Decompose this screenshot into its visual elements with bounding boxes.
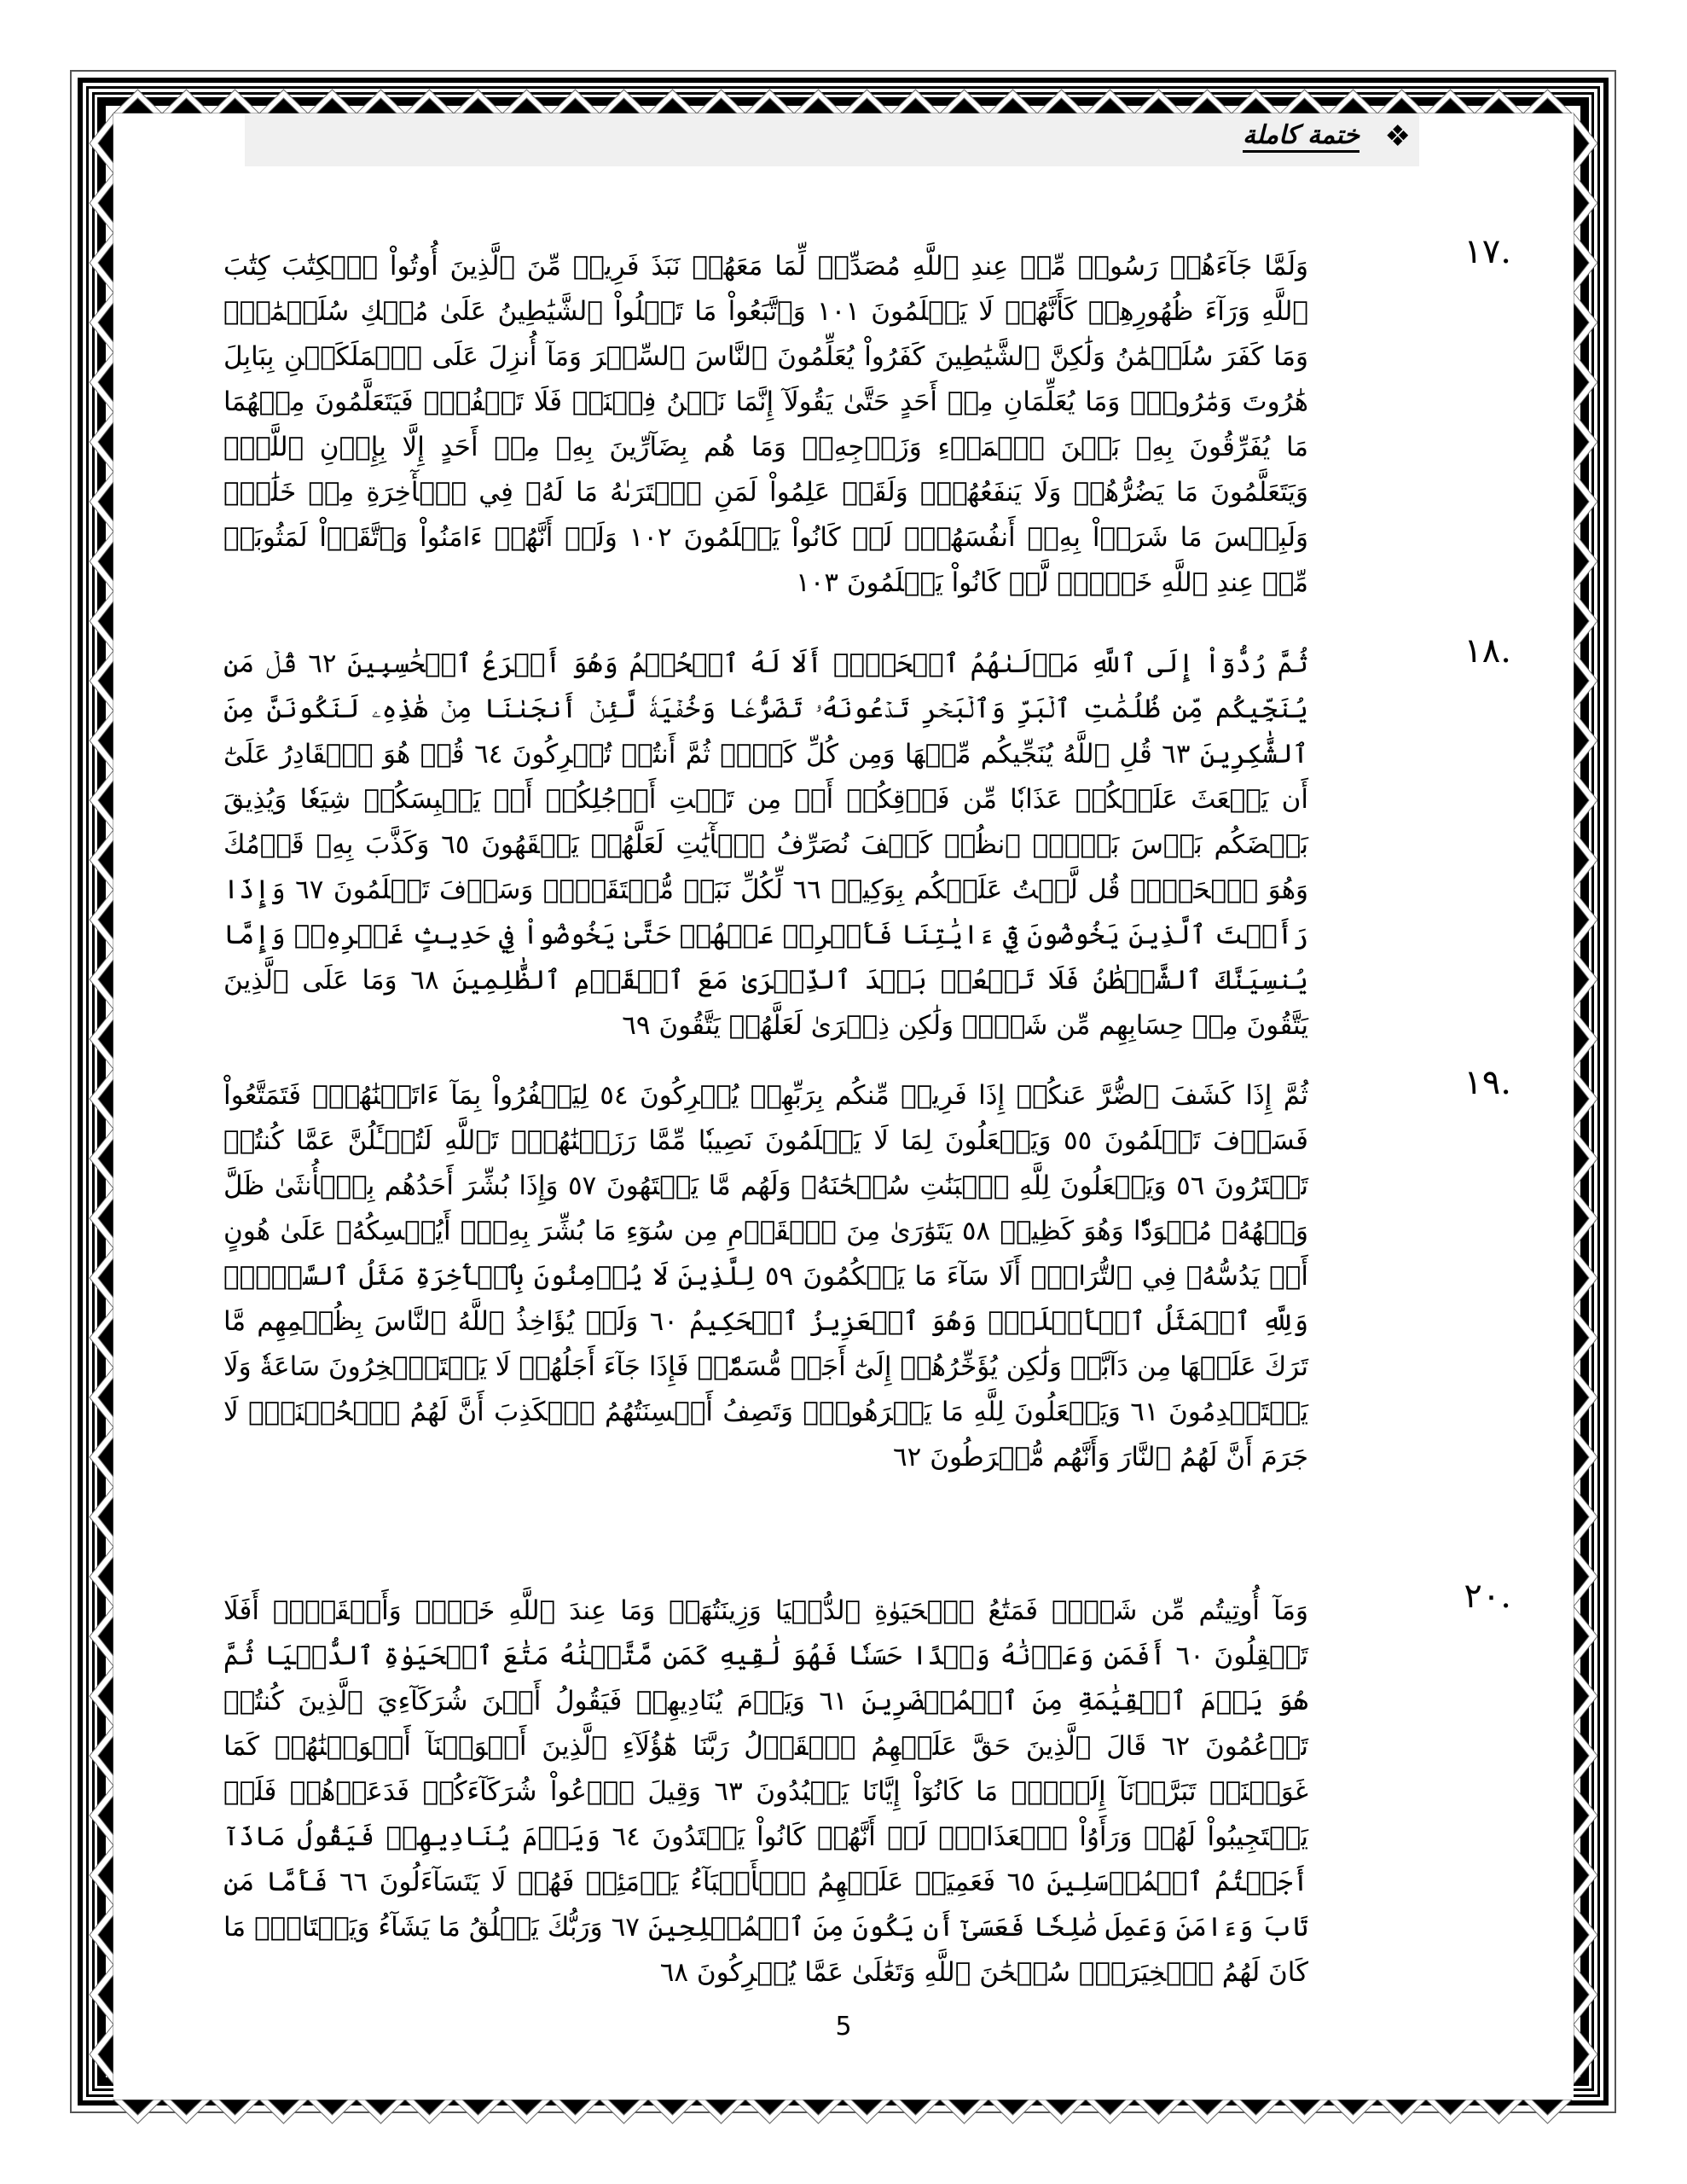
four-diamond-icon: ❖ [1384,119,1411,154]
header-title: ختمة كاملة [1243,120,1359,150]
verse-number: .١٧ [1464,232,1511,271]
page-number: 5 [835,2012,852,2042]
verse-text: وَمَآ أُوتِيتُم مِّن شَيۡءٖ فَمَتَٰعُ ٱلۡحَيَوٰةِ ٱلدُّنۡيَا وَزِينَتُهَاۚ وَمَا عِندَ ٱللَّهِ خَيۡرٞ وَأَبۡقَىٰٓۚ أَفَلَا تَعۡقِلُونَ ٦٠ أَفَمَن وَعَدۡنَٰهُ وَعۡدًا حَسَنٗا فَهُوَ لَٰقِيهِ كَمَن مَّتَّعۡنَٰهُ مَتَٰعَ ٱلۡحَيَوٰةِ ٱلدُّنۡيَا ثُمَّ هُوَ يَوۡمَ ٱلۡقِيَٰمَةِ مِنَ ٱلۡمُحۡضَرِينَ ٦١ وَيَوۡمَ يُنَادِيهِمۡ فَيَقُولُ أَيۡنَ شُرَكَآءِيَ ٱلَّذِينَ كُنتُمۡ تَزۡعُمُونَ ٦٢ قَالَ ٱلَّذِينَ حَقَّ عَلَيۡهِمُ ٱلۡقَوۡلُ رَبَّنَا هَٰٓؤُلَآءِ ٱلَّذِينَ أَغۡوَيۡنَآ أَغۡوَيۡنَٰهُمۡ كَمَا غَوَيۡنَاۖ تَبَرَّأۡنَآ إِلَيۡكَۖ مَا كَانُوٓاْ إِيَّانَا يَعۡبُدُونَ ٦٣ وَقِيلَ ٱدۡعُواْ شُرَكَآءَكُمۡ فَدَعَوۡهُمۡ فَلَمۡ يَسۡتَجِيبُواْ لَهُمۡ وَرَأَوُاْ ٱلۡعَذَابَۚ لَوۡ أَنَّهُمۡ كَانُواْ يَهۡتَدُونَ ٦٤ وَيَوۡمَ يُنَادِيهِمۡ فَيَقُولُ مَاذَآ أَجَبۡتُمُ ٱلۡمُرۡسَلِينَ ٦٥ فَعَمِيَتۡ عَلَيۡهِمُ ٱلۡأَنۢبَآءُ يَوۡمَئِذٖ فَهُمۡ لَا يَتَسَآءَلُونَ ٦٦ فَأَمَّا مَن تَابَ وَءَامَنَ وَعَمِلَ صَٰلِحٗا فَعَسَىٰٓ أَن يَكُونَ مِنَ ٱلۡمُفۡلِحِينَ ٦٧ وَرَبُّكَ يَخۡلُقُ مَا يَشَآءُ وَيَخۡتَارُۗ مَا كَانَ لَهُمُ ٱلۡخِيَرَةُۚ سُبۡحَٰنَ ٱللَّهِ وَتَعَٰلَىٰ عَمَّا يُشۡرِكُونَ ٦٨ [223,1595,1309,1988]
verse-number: .٢٠ [1464,1577,1511,1616]
verse-text: ثُمَّ إِذَا كَشَفَ ٱلضُّرَّ عَنكُمۡ إِذَا فَرِيقٞ مِّنكُم بِرَبِّهِمۡ يُشۡرِكُونَ ٥٤ لِيَكۡفُرُواْ بِمَآ ءَاتَيۡنَٰهُمۡۚ فَتَمَتَّعُواْ فَسَوۡفَ تَعۡلَمُونَ ٥٥ وَيَجۡعَلُونَ لِمَا لَا يَعۡلَمُونَ نَصِيبٗا مِّمَّا رَزَقۡنَٰهُمۡۗ تَٱللَّهِ لَتُسۡـَٔلُنَّ عَمَّا كُنتُمۡ تَفۡتَرُونَ ٥٦ وَيَجۡعَلُونَ لِلَّهِ ٱلۡبَنَٰتِ سُبۡحَٰنَهُۥ وَلَهُم مَّا يَشۡتَهُونَ ٥٧ وَإِذَا بُشِّرَ أَحَدُهُم بِٱلۡأُنثَىٰ ظَلَّ وَجۡهُهُۥ مُسۡوَدّٗا وَهُوَ كَظِيمٞ ٥٨ يَتَوَٰرَىٰ مِنَ ٱلۡقَوۡمِ مِن سُوٓءِ مَا بُشِّرَ بِهِۦٓۚ أَيُمۡسِكُهُۥ عَلَىٰ هُونٍ أَمۡ يَدُسُّهُۥ فِي ٱلتُّرَابِۗ أَلَا سَآءَ مَا يَحۡكُمُونَ ٥٩ لِلَّذِينَ لَا يُؤۡمِنُونَ بِٱلۡأٓخِرَةِ مَثَلُ ٱلسَّوۡءِۖ وَلِلَّهِ ٱلۡمَثَلُ ٱلۡأَعۡلَىٰۚ وَهُوَ ٱلۡعَزِيزُ ٱلۡحَكِيمُ ٦٠ وَلَوۡ يُؤَاخِذُ ٱللَّهُ ٱلنَّاسَ بِظُلۡمِهِم مَّا تَرَكَ عَلَيۡهَا مِن دَآبَّةٖ وَلَٰكِن يُؤَخِّرُهُمۡ إِلَىٰٓ أَجَلٖ مُّسَمّٗىۖ فَإِذَا جَآءَ أَجَلُهُمۡ لَا يَسۡتَـٔۡخِرُونَ سَاعَةٗ وَلَا يَسۡتَقۡدِمُونَ ٦١ وَيَجۡعَلُونَ لِلَّهِ مَا يَكۡرَهُونَۚ وَتَصِفُ أَلۡسِنَتُهُمُ ٱلۡكَذِبَ أَنَّ لَهُمُ ٱلۡحُسۡنَىٰۚ لَا جَرَمَ أَنَّ لَهُمُ ٱلنَّارَ وَأَنَّهُم مُّفۡرَطُونَ ٦٢ [223,1080,1309,1472]
verse-number: .١٩ [1464,1063,1511,1102]
verse-text: ثُمَّ رُدُّوٓاْ إِلَى ٱللَّهِ مَوۡلَىٰهُمُ ٱلۡحَقِّۚ أَلَا لَهُ ٱلۡحُكۡمُ وَهُوَ أَسۡرَعُ ٱلۡحَٰسِبِينَ ٦٢ قُلۡ مَن يُنَجِّيكُم مِّن ظُلُمَٰتِ ٱلۡبَرِّ وَٱلۡبَحۡرِ تَدۡعُونَهُۥ تَضَرُّعٗا وَخُفۡيَةٗ لَّئِنۡ أَنجَىٰنَا مِنۡ هَٰذِهِۦ لَنَكُونَنَّ مِنَ ٱلشَّٰكِرِينَ ٦٣ قُلِ ٱللَّهُ يُنَجِّيكُم مِّنۡهَا وَمِن كُلِّ كَرۡبٖ ثُمَّ أَنتُمۡ تُشۡرِكُونَ ٦٤ قُلۡ هُوَ ٱلۡقَادِرُ عَلَىٰٓ أَن يَبۡعَثَ عَلَيۡكُمۡ عَذَابٗا مِّن فَوۡقِكُمۡ أَوۡ مِن تَحۡتِ أَرۡجُلِكُمۡ أَوۡ يَلۡبِسَكُمۡ شِيَعٗا وَيُذِيقَ بَعۡضَكُم بَأۡسَ بَعۡضٍۗ ٱنظُرۡ كَيۡفَ نُصَرِّفُ ٱلۡأٓيَٰتِ لَعَلَّهُمۡ يَفۡقَهُونَ ٦٥ وَكَذَّبَ بِهِۦ قَوۡمُكَ وَهُوَ ٱلۡحَقُّۚ قُل لَّسۡتُ عَلَيۡكُم بِوَكِيلٖ ٦٦ لِّكُلِّ نَبَإٖ مُّسۡتَقَرّٞۚ وَسَوۡفَ تَعۡلَمُونَ ٦٧ وَإِذَا رَأَيۡتَ ٱلَّذِينَ يَخُوضُونَ فِيٓ ءَايَٰتِنَا فَأَعۡرِضۡ عَنۡهُمۡ حَتَّىٰ يَخُوضُواْ فِي حَدِيثٍ غَيۡرِهِۦۚ وَإِمَّا يُنسِيَنَّكَ ٱلشَّيۡطَٰنُ فَلَا تَقۡعُدۡ بَعۡدَ ٱلذِّكۡرَىٰ مَعَ ٱلۡقَوۡمِ ٱلظَّٰلِمِينَ ٦٨ وَمَا عَلَى ٱلَّذِينَ يَتَّقُونَ مِنۡ حِسَابِهِم مِّن شَيۡءٖ وَلَٰكِن ذِكۡرَىٰ لَعَلَّهُمۡ يَتَّقُونَ ٦٩ [223,648,1309,1041]
verse-number: .١٨ [1464,631,1511,671]
page-header [245,113,1419,166]
verse-text: وَلَمَّا جَآءَهُمۡ رَسُولٞ مِّنۡ عِندِ ٱللَّهِ مُصَدِّقٞ لِّمَا مَعَهُمۡ نَبَذَ فَرِيقٞ مِّنَ ٱلَّذِينَ أُوتُواْ ٱلۡكِتَٰبَ كِتَٰبَ ٱللَّهِ وَرَآءَ ظُهُورِهِمۡ كَأَنَّهُمۡ لَا يَعۡلَمُونَ ١٠١ وَٱتَّبَعُواْ مَا تَتۡلُواْ ٱلشَّيَٰطِينُ عَلَىٰ مُلۡكِ سُلَيۡمَٰنَۖ وَمَا كَفَرَ سُلَيۡمَٰنُ وَلَٰكِنَّ ٱلشَّيَٰطِينَ كَفَرُواْ يُعَلِّمُونَ ٱلنَّاسَ ٱلسِّحۡرَ وَمَآ أُنزِلَ عَلَى ٱلۡمَلَكَيۡنِ بِبَابِلَ هَٰرُوتَ وَمَٰرُوتَۚ وَمَا يُعَلِّمَانِ مِنۡ أَحَدٍ حَتَّىٰ يَقُولَآ إِنَّمَا نَحۡنُ فِتۡنَةٞ فَلَا تَكۡفُرۡۖ فَيَتَعَلَّمُونَ مِنۡهُمَا مَا يُفَرِّقُونَ بِهِۦ بَيۡنَ ٱلۡمَرۡءِ وَزَوۡجِهِۦۚ وَمَا هُم بِضَآرِّينَ بِهِۦ مِنۡ أَحَدٍ إِلَّا بِإِذۡنِ ٱللَّهِۚ وَيَتَعَلَّمُونَ مَا يَضُرُّهُمۡ وَلَا يَنفَعُهُمۡۚ وَلَقَدۡ عَلِمُواْ لَمَنِ ٱشۡتَرَىٰهُ مَا لَهُۥ فِي ٱلۡأٓخِرَةِ مِنۡ خَلَٰقٖۚ وَلَبِئۡسَ مَا شَرَوۡاْ بِهِۦٓ أَنفُسَهُمۡۚ لَوۡ كَانُواْ يَعۡلَمُونَ ١٠٢ وَلَوۡ أَنَّهُمۡ ءَامَنُواْ وَٱتَّقَوۡاْ لَمَثُوبَةٞ مِّنۡ عِندِ ٱللَّهِ خَيۡرٞۖ لَّوۡ كَانُواْ يَعۡلَمُونَ ١٠٣ [223,251,1308,598]
